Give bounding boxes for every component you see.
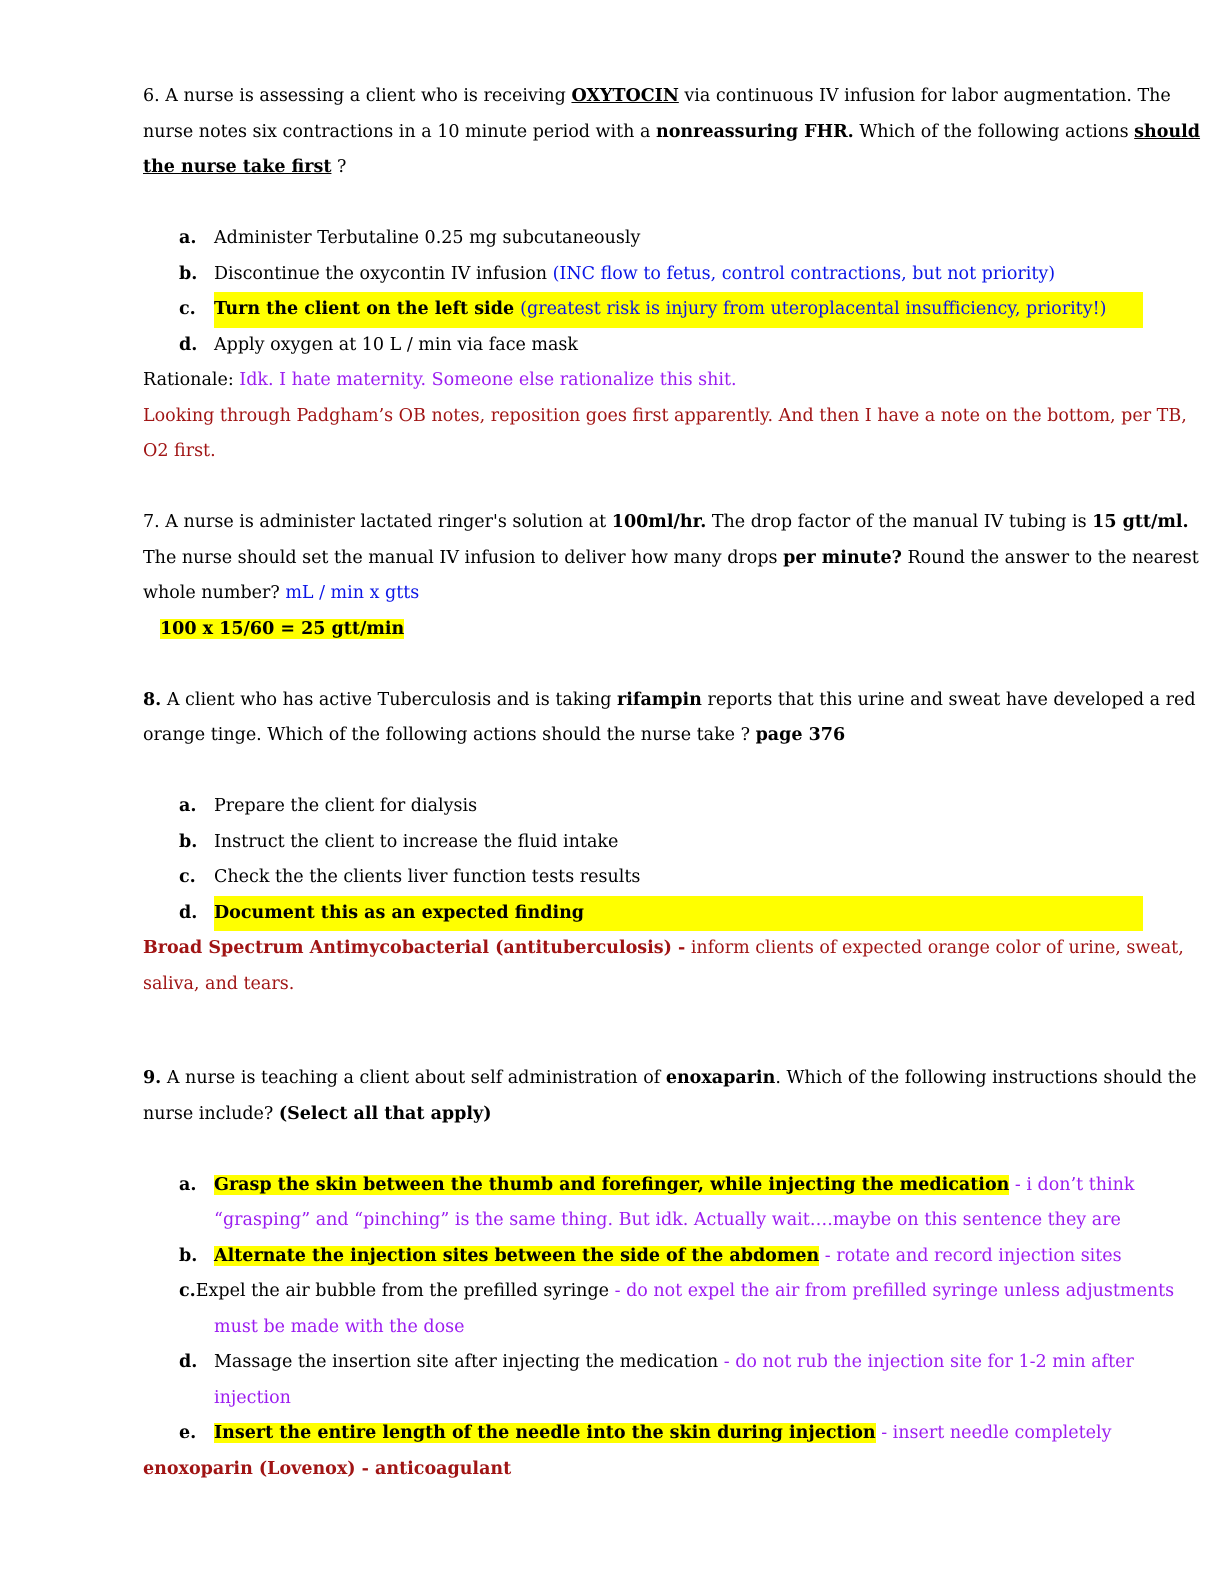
rationale-note-line-2: O2 first.	[143, 441, 216, 461]
question-6-option-c-correct	[143, 292, 1143, 328]
question-8-option-c: c. Check the the clients liver function tests results	[179, 867, 641, 887]
question-7-stem-line-2: The nurse should set the manual IV infusion to deliver how many drops per minute? Round the answer to the nearest	[143, 547, 1199, 568]
question-9-option-a-correct: a. Grasp the skin between the thumb and forefinger, while injecting the medication - i don’t think	[179, 1174, 1135, 1195]
question-6-stem-line-1: 6. A nurse is assessing a client who is receiving OXYTOCIN via continuous IV infusion for labor augmentation. The	[143, 86, 1171, 106]
option-note: (INC flow to fetus, control contractions, but not priority)	[552, 263, 1056, 284]
option-note: (greatest risk is injury from uteroplacental insufficiency, priority!)	[520, 299, 1107, 319]
question-9	[143, 1061, 1197, 1487]
option-letter: d.	[179, 334, 198, 355]
question-8-option-d-correct: d. Document this as an expected finding	[143, 896, 1143, 932]
option-text: Administer Terbutaline 0.25 mg subcutaneously	[214, 228, 641, 248]
option-letter: a.	[179, 228, 197, 248]
question-6-option-b	[143, 257, 1143, 293]
formula-note: mL / min x gtts	[285, 583, 420, 603]
question-7-stem-line-3: whole number? mL / min x gtts	[143, 583, 420, 603]
question-9-option-a-note-cont: “grasping” and “pinching” is the same thing. But idk. Actually wait….maybe on this sentence they are	[214, 1210, 1121, 1230]
question-8	[143, 683, 1196, 1003]
page-reference: page 376	[755, 725, 846, 745]
option-text: Turn the client on the left side (greatest risk is injury from uteroplacental insufficiency, priority!)	[214, 292, 1143, 328]
question-8-option-b: b. Instruct the client to increase the fluid intake	[179, 831, 619, 852]
option-letter: c.	[179, 299, 196, 319]
question-9-option-c: c. Expel the air bubble from the prefilled syringe - do not expel the air from prefilled syringe unless adjustments	[179, 1281, 1175, 1301]
question-7-stem-line-1: 7. A nurse is administer lactated ringer's solution at 100ml/hr. The drop factor of the manual IV tubing is 15 gtt/ml.	[143, 512, 1189, 532]
question-6-stem-line-2: nurse notes six contractions in a 10 minute period with a nonreassuring FHR. Which of the following actions should	[143, 121, 1201, 142]
calculation-answer: 100 x 15/60 = 25 gtt/min	[160, 618, 405, 639]
rationale-note-line-1: Looking through Padgham’s OB notes, reposition goes first apparently. And then I have a note on the bottom, per TB,	[143, 405, 1187, 426]
question-9-option-d: d. Massage the insertion site after injecting the medication - do not rub the injection site for 1-2 min after	[179, 1352, 1134, 1372]
question-9-option-e-correct: e. Insert the entire length of the needle into the skin during injection - insert needle completely	[179, 1423, 1112, 1443]
question-9-stem-line-2: nurse include? (Select all that apply)	[143, 1103, 492, 1124]
question-9-stem-line-1: 9. A nurse is teaching a client about self administration of enoxaparin. Which of the following instructions should the	[143, 1068, 1197, 1088]
question-6-option-a	[143, 221, 1143, 257]
drug-class-footer: enoxoparin (Lovenox) - anticoagulant	[143, 1458, 512, 1479]
document-page	[143, 79, 1201, 1487]
question-7	[143, 505, 1199, 647]
option-letter: b.	[179, 263, 198, 284]
drug-name: OXYTOCIN	[571, 86, 679, 106]
option-text: Discontinue the oxycontin IV infusion (INC flow to fetus, control contractions, but not priority)	[214, 263, 1056, 284]
question-6	[143, 79, 1201, 470]
drug-class-note-line-2: saliva, and tears.	[143, 973, 295, 994]
question-8-stem-line-1: 8. A client who has active Tuberculosis and is taking rifampin reports that this urine and sweat have developed a red	[143, 689, 1196, 710]
drug-class-note-line-1: Broad Spectrum Antimycobacterial (antituberculosis) - inform clients of expected orange color of urine, sweat,	[143, 938, 1184, 958]
question-8-stem-line-2: orange tinge. Which of the following actions should the nurse take ? page 376	[143, 725, 846, 745]
option-text: Apply oxygen at 10 L / min via face mask	[214, 334, 579, 355]
question-6-stem-line-3: the nurse take first ?	[143, 157, 347, 177]
question-9-option-b-correct: b. Alternate the injection sites between the side of the abdomen - rotate and record injection sites	[179, 1245, 1122, 1266]
question-9-option-d-note-cont: injection	[214, 1387, 291, 1408]
rationale: Rationale: Idk. I hate maternity. Someone else rationalize this shit.	[143, 370, 737, 390]
question-9-option-c-note-cont: must be made with the dose	[214, 1316, 465, 1337]
question-8-option-a: a. Prepare the client for dialysis	[179, 796, 478, 816]
question-6-option-d	[143, 328, 1143, 364]
